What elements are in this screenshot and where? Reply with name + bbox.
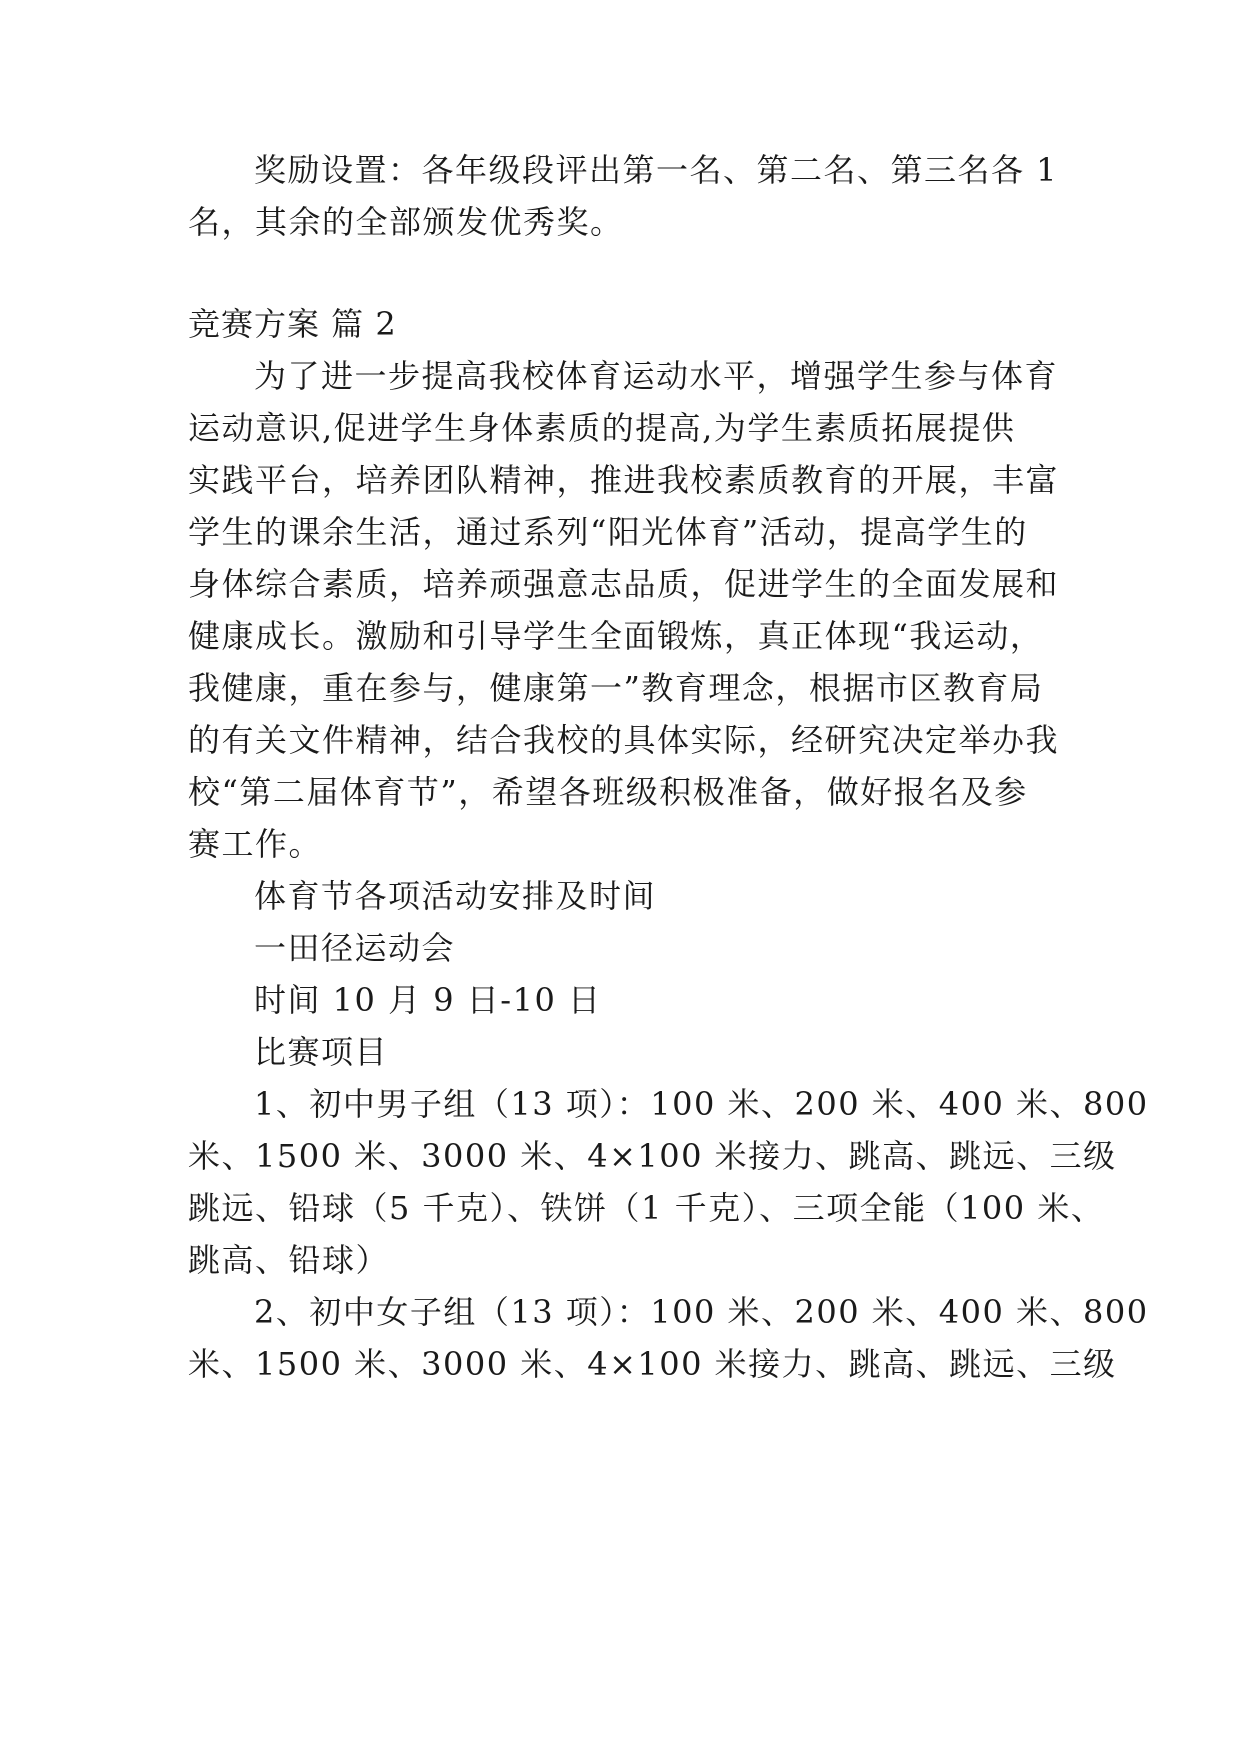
intro-line-7: 我健康，重在参与，健康第一”教育理念，根据市区教育局 — [188, 669, 1044, 707]
intro-line-9: 校“第二届体育节”，希望各班级积极准备，做好报名及参 — [188, 773, 1028, 811]
event-time: 时间 10 月 9 日-10 日 — [254, 981, 602, 1019]
intro-line-10: 赛工作。 — [188, 825, 323, 863]
intro-line-8: 的有关文件精神，结合我校的具体实际，经研究决定举办我 — [188, 721, 1060, 759]
track-title: 一田径运动会 — [254, 929, 456, 967]
intro-line-4: 学生的课余生活，通过系列“阳光体育”活动，提高学生的 — [188, 513, 1028, 551]
award-setting-line-1: 奖励设置：各年级段评出第一名、第二名、第三名各 1 — [254, 151, 1059, 189]
intro-line-5: 身体综合素质，培养顽强意志品质，促进学生的全面发展和 — [188, 565, 1060, 603]
item1-line-3: 跳远、铅球（5 千克）、铁饼（1 千克）、三项全能（100 米、 — [188, 1189, 1105, 1227]
item1-line-2: 米、1500 米、3000 米、4×100 米接力、跳高、跳远、三级 — [188, 1137, 1117, 1175]
schedule-title: 体育节各项活动安排及时间 — [254, 877, 657, 915]
item1-line-4: 跳高、铅球） — [188, 1241, 390, 1279]
item2-line-2: 米、1500 米、3000 米、4×100 米接力、跳高、跳远、三级 — [188, 1345, 1117, 1383]
award-setting-line-2: 名，其余的全部颁发优秀奖。 — [188, 203, 624, 241]
intro-line-6: 健康成长。激励和引导学生全面锻炼，真正体现“我运动， — [188, 617, 1044, 655]
item1-line-1: 1、初中男子组（13 项）：100 米、200 米、400 米、800 — [254, 1085, 1149, 1123]
intro-line-2: 运动意识,促进学生身体素质的提高,为学生素质拓展提供 — [188, 409, 1016, 447]
events-title: 比赛项目 — [254, 1033, 389, 1071]
intro-line-3: 实践平台，培养团队精神，推进我校素质教育的开展，丰富 — [188, 461, 1060, 499]
section-heading: 竞赛方案 篇 2 — [188, 305, 397, 343]
intro-line-1: 为了进一步提高我校体育运动水平，增强学生参与体育 — [254, 357, 1059, 395]
item2-line-1: 2、初中女子组（13 项）：100 米、200 米、400 米、800 — [254, 1293, 1149, 1331]
